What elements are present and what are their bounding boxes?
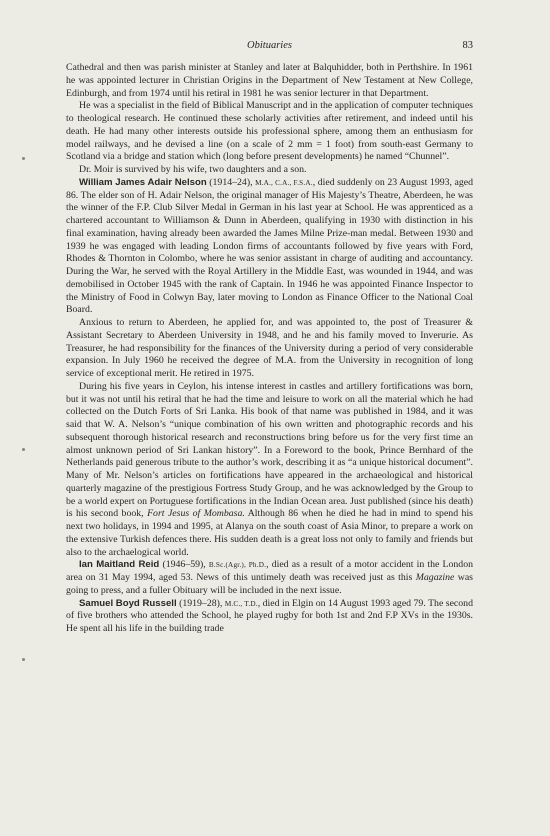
page-number: 83 xyxy=(462,40,473,51)
paragraph-text: Although 86 when he died he had in mind to spend his next two holidays, in 1994 and 1995, at Alanya on the south coast of Asia Minor, to prepare a work on the extensive Turkish defences there. His sudden death is a great loss not only to family and friends but also to the archaelogical world. xyxy=(66,508,473,558)
book-title: Fort Jesus of Mombasa. xyxy=(147,508,245,520)
running-title: Obituaries xyxy=(247,40,292,51)
paragraph-moir-interests: He was a specialist in the field of Biblical Manuscript and in the application of computer techniques to theological research. He continued these scholarly activities after retirement, and indeed until his death. He had many other interests outside his professional sphere, among them an enthusiasm for model railways, and he devised a line (on a scale of 2 mm = 1 foot) from south-east Germany to Scotland via a bridge and station which (long before present developments) he named “Chunnel”. xyxy=(66,100,473,163)
magazine-title: Magazine xyxy=(415,572,455,583)
obituary-nelson xyxy=(66,177,473,317)
article-body xyxy=(66,62,473,636)
page-header xyxy=(66,40,473,54)
obituary-text: , died suddenly on 23 August 1993, aged 86. The elder son of H. Adair Nelson, the original manager of His Majesty’s Theatre, Aberdeen, he was the winner of the F.P. Club Silver Medal in German in his last year at School. He was apprenticed as a chartered accountant to Williamson & Dunn in Aberdeen, qualifying in 1930 with distinction in his final examination, having already been awarded the James Milne Prize-man medal. Between 1930 and 1939 he was engaged with leading London firms of accountants followed by five years with Ford, Rhodes & Thornton in Colombo, where he was senior assistant in charge of auditing and accountancy. During the War, he served with the Royal Artillery in the Middle East, was wounded in 1944, and was demobilised in October 1945 with the rank of Captain. In 1946 he was appointed Finance Inspector to the Ministry of Food in Colwyn Bay, later moving to London as Finance Officer to the National Coal Board. xyxy=(66,176,473,316)
paragraph-nelson-aberdeen: Anxious to return to Aberdeen, he applied for, and was appointed to, the post of Treasurer & Assistant Secretary to Aberdeen University in 1948, and he and his family moved to Inverurie. As Treasurer, he had responsibility for the finances of the University during a period of very considerable expansion. In July 1960 he received the degree of M.A. from the University in recognition of long service of exceptional merit. He retired in 1975. xyxy=(66,317,473,379)
obituary-years: (1914–24), xyxy=(206,176,256,188)
margin-mark xyxy=(22,157,25,160)
obituary-years: (1919–28), xyxy=(176,597,225,609)
paragraph-moir-survivors: Dr. Moir is survived by his wife, two daughters and a son. xyxy=(79,164,307,175)
obituary-qualifications: M.A., C.A., F.S.A. xyxy=(255,178,313,187)
obituary-text: , died in Elgin on 14 August 1993 aged 79. The second of five brothers who attended the School, he played rugby for both 1st and 2nd F.P XVs in the 1930s. He spent all his life in the building trade xyxy=(66,597,473,634)
obituary-name: William James Adair Nelson xyxy=(79,176,207,188)
obituary-years: (1946–59), xyxy=(159,559,209,571)
obituary-qualifications: M.C., T.D. xyxy=(224,599,258,608)
obituary-reid xyxy=(66,559,473,597)
paragraph-moir-career: Cathedral and then was parish minister at Stanley and later at Balquhidder, both in Perthshire. In 1961 he was appointed lecturer in Christian Origins in the Department of New Testament at New College, Edinburgh, and from 1974 until his retiral in 1981 he was senior lecturer in that Department. xyxy=(66,62,473,99)
obituary-russell xyxy=(66,598,473,636)
obituary-qualifications: B.Sc.(Agr.), Ph.D. xyxy=(208,561,267,570)
margin-mark xyxy=(22,448,25,451)
obituary-text: was going to press, and a fuller Obituary will be included in the next issue. xyxy=(66,572,473,596)
paragraph-text: During his five years in Ceylon, his intense interest in castles and artillery fortifications was born, but it was not until his retiral that he had the time and leisure to work on all the material which he had collected on the Dutch Forts of Sri Lanka. His book of that name was published in 1984, and it was said that W. A. Nelson’s “unique combination of his own written and photographic records and his subsequent thorough historical research and reconstructions bring before us for the very first time an almost unknown period of Sri Lankan history”. In a Foreword to the book, Prince Bernhard of the Netherlands paid generous tribute to the author’s work, describing it as “a unique historical document”. Many of Mr. Nelson’s articles on fortifications have appeared in the archaeological and historical quarterly magazine of the prestigious Fortress Study Group, and he was acknowledged by the Group to be a world expert on Portuguese fortifications in the Indian Ocean area. Just published (since his death) is his second book, xyxy=(66,380,473,520)
paragraph-nelson-ceylon xyxy=(66,381,473,560)
obituary-name: Samuel Boyd Russell xyxy=(79,597,177,609)
obituary-name: Ian Maitland Reid xyxy=(79,559,160,571)
obituary-text: , died as a result of a motor accident in the London area on 31 May 1994, aged 53. News of this untimely death was received just as this xyxy=(66,559,473,583)
margin-mark xyxy=(22,658,25,661)
